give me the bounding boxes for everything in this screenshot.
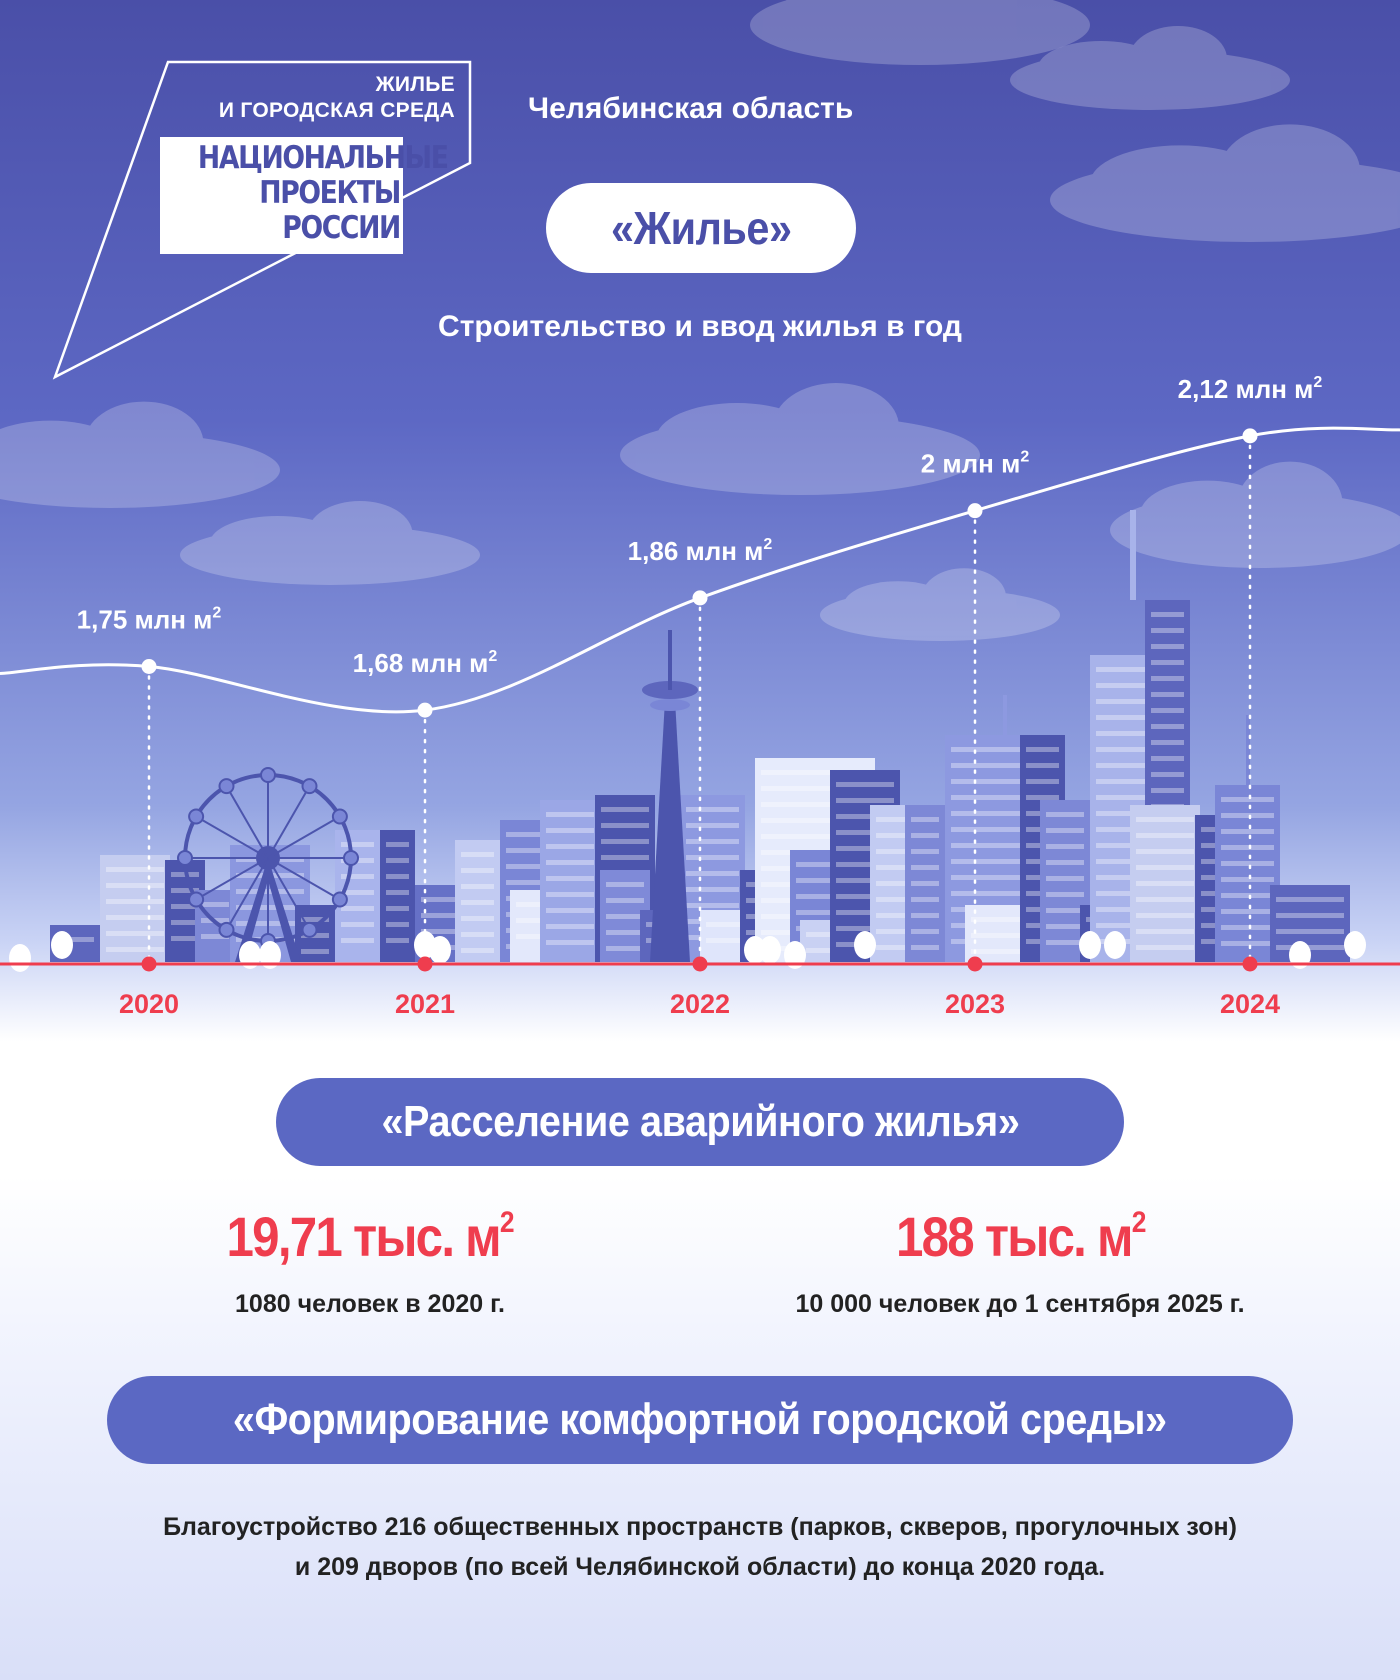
year-label-2023: 2023 <box>944 989 1006 1019</box>
project-title: «Жилье» <box>610 202 792 254</box>
data-label-unit-sup: 2 <box>1313 373 1323 391</box>
tree-shape <box>9 944 31 972</box>
data-label-2024: 2,12 млн $м^2$ <box>1177 373 1323 404</box>
urban-description <box>100 1507 1300 1587</box>
cloud-shape <box>1050 124 1400 242</box>
spire-shape <box>1130 510 1136 600</box>
city-skyline-decoration <box>9 510 1366 972</box>
axis-dot-2024 <box>1243 957 1258 972</box>
chart-subtitle: Строительство и ввод жилья в год <box>438 310 962 343</box>
stat-unit-sup: 2 <box>500 1206 514 1239</box>
cloud-shape <box>750 0 1090 65</box>
stat-number: 188 тыс. м <box>895 1205 1132 1268</box>
tree-shape <box>1079 931 1101 959</box>
tree-shape <box>51 931 73 959</box>
building-shape <box>540 800 600 962</box>
data-point-2024 <box>1243 428 1258 443</box>
data-label-2023: 2 млн $м^2$ <box>920 448 1030 479</box>
stat-unit-sup: 2 <box>1131 1206 1145 1239</box>
logo-title-line: РОССИИ <box>282 210 400 246</box>
stat-value-2025 <box>820 1204 1220 1269</box>
cloud-shape <box>1110 462 1400 568</box>
building-shape <box>905 805 945 962</box>
urban-description-line: и 209 дворов (по всей Челябинской области) до конца 2020 года. <box>294 1553 1106 1581</box>
data-point-2023 <box>968 503 983 518</box>
logo-caption-line: И ГОРОДСКАЯ СРЕДА <box>218 99 455 122</box>
data-label-unit-sup: 2 <box>763 535 773 553</box>
data-label-2022: 1,86 млн $м^2$ <box>627 535 773 566</box>
urban-title: «Формирование комфортной городской среды» <box>233 1395 1167 1444</box>
cloud-shape <box>820 568 1060 641</box>
resettlement-title-badge <box>276 1078 1124 1166</box>
data-label-2020: 1,75 млн $м^2$ <box>76 604 222 635</box>
year-label-2024: 2024 <box>1219 989 1281 1019</box>
data-point-2020 <box>142 659 157 674</box>
building-shape <box>380 830 415 962</box>
data-point-2021 <box>418 703 433 718</box>
data-label-unit-sup: 2 <box>1020 448 1030 466</box>
building-shape <box>100 855 170 962</box>
resettlement-title: «Расселение аварийного жилья» <box>381 1097 1019 1146</box>
stat-value-2020 <box>170 1204 570 1269</box>
x-axis-labels <box>119 989 1280 1019</box>
stat-desc-2020: 1080 человек в 2020 г. <box>235 1290 505 1318</box>
year-label-2021: 2021 <box>394 989 456 1019</box>
data-label-unit-sup: 2 <box>488 648 498 666</box>
stat-number: 19,71 тыс. м <box>226 1205 501 1268</box>
tree-shape <box>1104 931 1126 959</box>
data-label-unit-sup: 2 <box>212 604 222 622</box>
axis-dot-2022 <box>693 957 708 972</box>
stat-desc-2025: 10 000 человек до 1 сентября 2025 г. <box>795 1290 1245 1318</box>
year-label-2022: 2022 <box>669 989 731 1019</box>
cloud-shape <box>180 501 480 585</box>
tree-shape <box>1344 931 1366 959</box>
urban-title-badge <box>107 1376 1293 1464</box>
tree-shape <box>429 936 451 964</box>
logo-caption-line: ЖИЛЬЕ <box>375 73 455 96</box>
building-shape <box>455 840 500 962</box>
tree-shape <box>854 931 876 959</box>
logo-title-line: ПРОЕКТЫ <box>259 175 400 211</box>
region-title: Челябинская область <box>528 92 854 125</box>
axis-dot-2021 <box>418 957 433 972</box>
year-label-2020: 2020 <box>118 989 180 1019</box>
axis-dot-2023 <box>968 957 983 972</box>
data-label-2021: 1,68 млн $м^2$ <box>352 648 498 679</box>
cloud-shape <box>0 402 280 508</box>
tree-shape <box>759 936 781 964</box>
building-shape <box>1130 805 1200 962</box>
spire-shape <box>1003 695 1007 735</box>
logo-title-line: НАЦИОНАЛЬНЫЕ <box>197 140 448 176</box>
data-point-2022 <box>693 590 708 605</box>
urban-description-line: Благоустройство 216 общественных пространств (парков, скверов, прогулочных зон) <box>163 1513 1237 1541</box>
axis-dot-2020 <box>142 957 157 972</box>
